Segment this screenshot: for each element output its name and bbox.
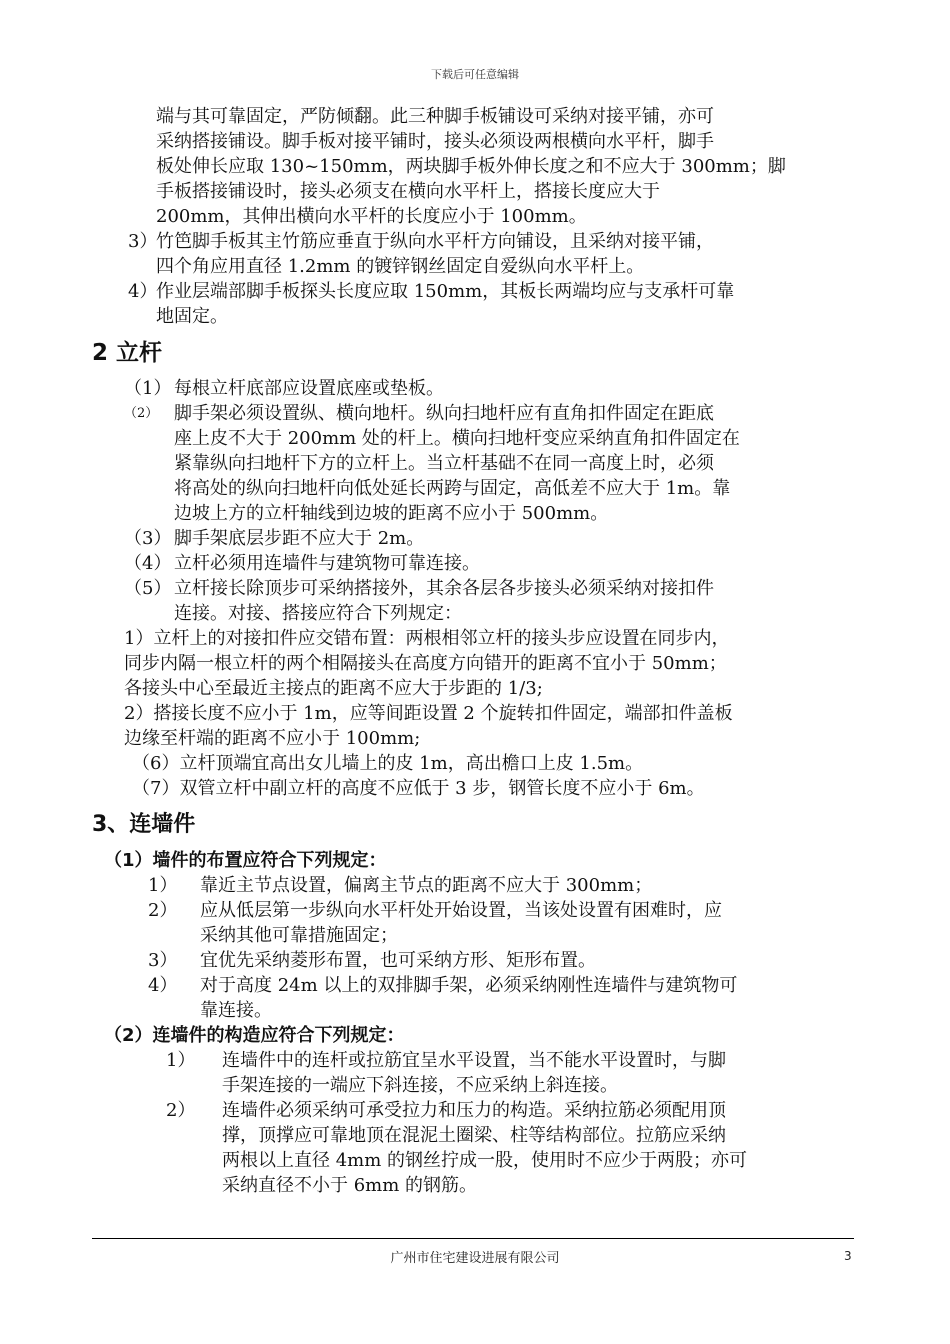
item-label: 1） [148,875,178,896]
text-line: 宜优先采纳菱形布置，也可采纳方形、矩形布置。 [200,950,596,971]
page-header-note: 下载后可任意编辑 [431,68,519,81]
text-line: 1）立杆上的对接扣件应交错布置：两根相邻立杆的接头步应设置在同步内， [124,628,730,649]
item-label: 3） [148,950,178,971]
item-label: 4） [128,281,158,302]
text-line: 边缘至杆端的距离不应小于 100mm; [124,728,421,749]
text-line: 200mm，其伸出横向水平杆的长度应小于 100mm。 [156,206,587,227]
text-line: 2）搭接长度不应小于 1m，应等间距设置 2 个旋转扣件固定，端部扣件盖板 [124,703,733,724]
text-line: 竹笆脚手板其主竹筋应垂直于纵向水平杆方向铺设，且采纳对接平铺， [156,231,714,252]
text-line: 连接。对接、搭接应符合下列规定： [174,603,462,624]
list-item [128,279,867,329]
text-line: 连墙件中的连杆或拉筋宜呈水平设置，当不能水平设置时，与脚 [222,1050,726,1071]
list-item [124,551,867,576]
text-line: 作业层端部脚手板探头长度应取 150mm，其板长两端均应与支承杆可靠 [156,281,735,302]
text-line: 立杆必须用连墙件与建筑物可靠连接。 [174,553,480,574]
text-line: 将高处的纵向扫地杆向低处延长两跨与固定，高低差不应大于 1m。靠 [174,478,731,499]
item-label: （1） [124,378,172,399]
list-item [166,1048,867,1098]
item-label: 2） [148,900,178,921]
text-line: 采纳其他可靠措施固定； [200,925,398,946]
list-item [148,873,867,898]
list-item [166,1098,867,1198]
paragraph [132,751,867,801]
item-label: 1） [166,1050,196,1071]
text-line: 采纳搭接铺设。脚手板对接平铺时，接头必须设两根横向水平杆，脚手 [156,131,714,152]
text-line: 脚手架底层步距不应大于 2m。 [174,528,425,549]
text-line: 连墙件必须采纳可承受拉力和压力的构造。采纳拉筋必须配用顶 [222,1100,726,1121]
list-item [124,576,867,626]
text-line: 靠连接。 [200,1000,272,1021]
section-heading: 3、连墙件 [92,812,196,837]
list-item [124,401,867,526]
text-line: 脚手架必须设置纵、横向地杆。纵向扫地杆应有直角扣件固定在距底 [174,403,714,424]
text-line: 边坡上方的立杆轴线到边坡的距离不应小于 500mm。 [174,503,609,524]
item-label: 2） [166,1100,196,1121]
text-line: 立杆接长除顶步可采纳搭接外，其余各层各步接头必须采纳对接扣件 [174,578,714,599]
list-item [124,526,867,551]
text-line: 两根以上直径 4mm 的钢丝拧成一股，使用时不应少于两股；亦可 [222,1150,748,1171]
item-label: （2） [124,406,159,421]
item-label: 3） [128,231,158,252]
list-item [148,973,867,1023]
intro-paragraph [156,104,867,229]
text-line: 采纳直径不小于 6mm 的钢筋。 [222,1175,478,1196]
text-line: 紧靠纵向扫地杆下方的立杆上。当立杆基础不在同一高度上时，必须 [174,453,714,474]
list-item [124,376,867,401]
item-label: （5） [124,578,172,599]
text-line: 各接头中心至最近主接点的距离不应大于步距的 1/3; [124,678,543,699]
text-line: 每根立杆底部应设置底座或垫板。 [174,378,444,399]
sub-heading: （1）墙件的布置应符合下列规定： [104,850,387,871]
paragraph [124,626,867,701]
document-body [92,104,867,1198]
text-line: 应从低层第一步纵向水平杆处开始设置，当该处设置有困难时，应 [200,900,722,921]
text-line: 靠近主节点设置，偏离主节点的距离不应大于 300mm； [200,875,653,896]
section-heading: 2 立杆 [92,340,163,366]
paragraph [124,701,867,751]
text-line: 座上皮不大于 200mm 处的杆上。横向扫地杆变应采纳直角扣件固定在 [174,428,740,449]
list-item [148,898,867,948]
item-label: 4） [148,975,178,996]
text-line: 手板搭接铺设时，接头必须支在横向水平杆上，搭接长度应大于 [156,181,660,202]
sub-heading: （2）连墙件的构造应符合下列规定： [104,1025,405,1046]
text-line: 地固定。 [156,306,228,327]
text-line: （7）双管立杆中副立杆的高度不应低于 3 步，钢管长度不应小于 6m。 [132,778,705,799]
text-line: 同步内隔一根立杆的两个相隔接头在高度方向错开的距离不宜小于 50mm； [124,653,727,674]
page-number: 3 [844,1249,852,1263]
list-item [128,229,867,279]
item-label: （3） [124,528,172,549]
list-item [148,948,867,973]
text-line: 四个角应用直径 1.2mm 的镀锌钢丝固定自爱纵向水平杆上。 [156,256,645,277]
text-line: （6）立杆顶端宜高出女儿墙上的皮 1m，高出檐口上皮 1.5m。 [132,753,644,774]
item-label: （4） [124,553,172,574]
text-line: 撑，顶撑应可靠地顶在混泥土圈梁、柱等结构部位。拉筋应采纳 [222,1125,726,1146]
footer-divider [92,1238,854,1239]
footer-company: 广州市住宅建设进展有限公司 [390,1251,560,1266]
text-line: 手架连接的一端应下斜连接，不应采纳上斜连接。 [222,1075,618,1096]
text-line: 端与其可靠固定，严防倾翻。此三种脚手板铺设可采纳对接平铺，亦可 [156,106,714,127]
text-line: 对于高度 24m 以上的双排脚手架，必须采纳刚性连墙件与建筑物可 [200,975,738,996]
text-line: 板处伸长应取 130~150mm，两块脚手板外伸长度之和不应大于 300mm；脚 [156,156,786,177]
